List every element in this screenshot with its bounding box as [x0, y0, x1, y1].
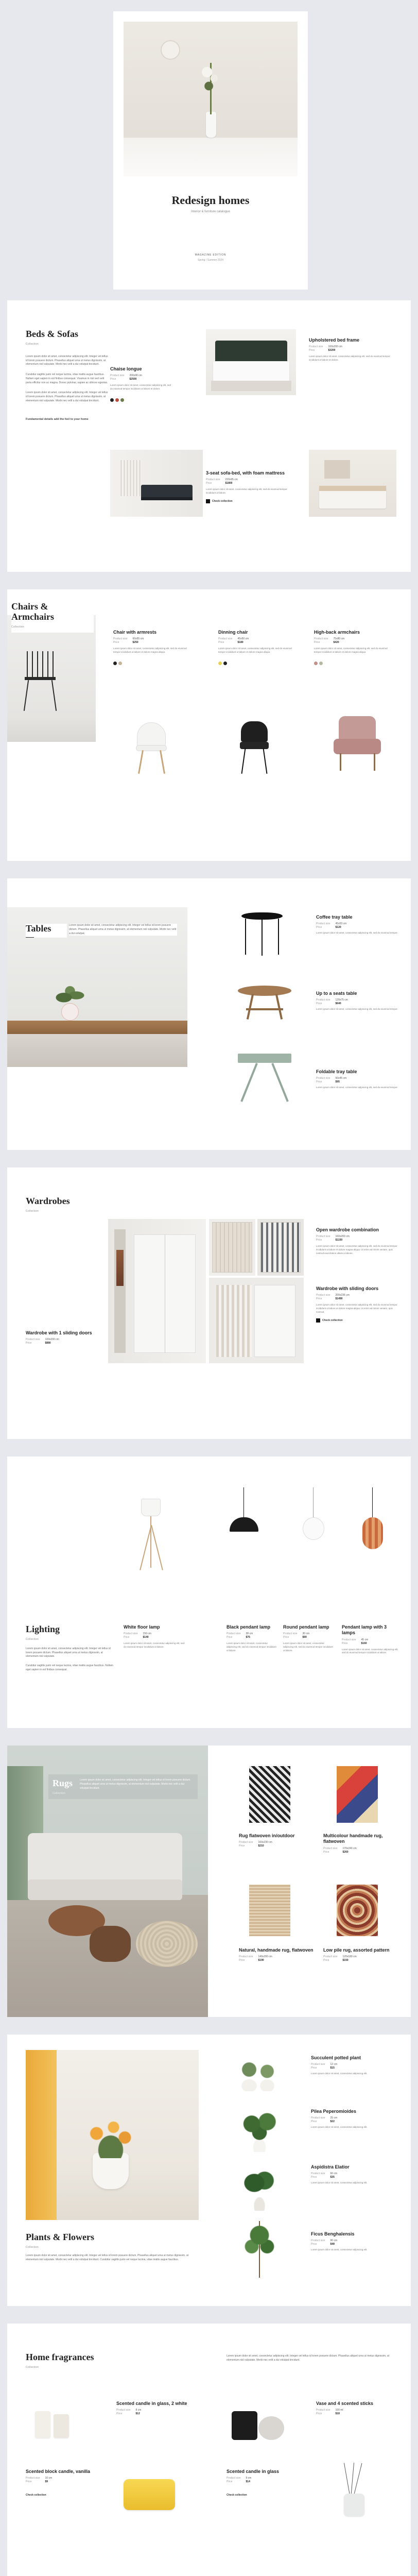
size-value: 170x240 cm: [342, 1846, 357, 1850]
succulent-image: [234, 2055, 285, 2091]
arrow-icon: [316, 1318, 320, 1323]
size-label: Product size: [113, 637, 128, 641]
plants-title: Plants & Flowers: [26, 2232, 94, 2242]
fragrances-intro: Lorem ipsum dolor sit amet, consectetur adipiscing elit. Integer vel tellus id lorem posuere dictum. Phasellus aliquet urna ut metus dignissim, at elementum nisl vulputate. Morbi nec velit a dui volutpat tincidunt.: [227, 2354, 389, 2362]
price-value: $120: [335, 926, 341, 929]
price-label: Price: [323, 1959, 329, 1962]
product-name: Black pendant lamp: [227, 1624, 271, 1630]
price-value: $250: [132, 641, 138, 645]
size-value: 12 cm: [330, 2063, 338, 2066]
size-value: 160x200 cm: [328, 345, 342, 349]
size-label: Product size: [283, 1632, 298, 1636]
price-label: Price: [110, 378, 116, 381]
diffuser-image: [326, 2463, 383, 2519]
yellow-candle-image: [116, 2469, 183, 2515]
size-value: 140x200 cm: [258, 1955, 272, 1959]
price-label: Price: [311, 2066, 317, 2070]
size-value: 100 ml: [335, 2409, 343, 2412]
beds-footer-note: Fundamental details add the feel to your home: [26, 417, 89, 421]
beds-page: [7, 300, 411, 572]
size-value: 60 cm: [330, 2172, 338, 2176]
product-name: Dinning chair: [218, 630, 248, 635]
size-label: Product size: [110, 374, 125, 378]
price-label: Price: [239, 1959, 245, 1962]
size-label: Product size: [218, 637, 233, 641]
product-desc: Lorem ipsum dolor sit amet, consectetur adipiscing elit, sed do eiusmod tempor incididunt ut labore et dolore.: [110, 384, 171, 390]
beds-title: Beds & Sofas: [26, 329, 79, 339]
size-value: 50x45 cm: [335, 1077, 347, 1080]
product-desc: Lorem ipsum dolor sit amet, consectetur adipiscing elit, sed do eiusmod tempor incididunt ut labore et dolore.: [309, 355, 390, 361]
size-label: Product size: [323, 1955, 338, 1959]
plants-subtitle: Collection: [26, 2245, 39, 2249]
black-pendant-lamp-image: [223, 1487, 265, 1549]
cover-page: [113, 11, 308, 290]
size-label: Product size: [311, 2239, 325, 2243]
product-name: Open wardrobe combination: [316, 1227, 379, 1232]
size-value: 90 cm: [330, 2239, 338, 2243]
rugs-intro: Lorem ipsum dolor sit amet, consectetur adipiscing elit. Integer vel tellus id lorem posuere dictum. Phasellus aliquet urna ut metus dignissim, at elementum nisl vulputate. Morbi nec velit a dui volutpat tincidunt.: [80, 1778, 191, 1790]
chairs-hero-photo: [7, 615, 96, 742]
price-value: $15: [330, 2066, 335, 2070]
size-value: 8 cm: [135, 2409, 142, 2412]
fragrances-page: [7, 2324, 411, 2576]
size-value: 220x95 cm: [225, 478, 238, 482]
wardrobe-sliding-photo: [209, 1278, 304, 1363]
product-desc: Lorem ipsum dolor sit amet, consectetur adipiscing elit, sed do eiusmod tempor.: [316, 1008, 398, 1011]
price-label: Price: [316, 1297, 322, 1301]
size-label: Product size: [26, 2477, 40, 2480]
product-name: Scented block candle, vanilla: [26, 2469, 91, 2474]
lighting-title: Lighting: [26, 1624, 60, 1634]
price-value: $18: [335, 2412, 340, 2416]
size-label: Product size: [309, 345, 323, 349]
rug-multicolour-image: [337, 1766, 378, 1823]
product-name: Scented candle in glass: [227, 2469, 280, 2474]
size-label: Product size: [124, 1632, 138, 1636]
check-collection-link[interactable]: Check collection: [212, 499, 233, 503]
wardrobe-open-photo: [209, 1219, 255, 1276]
rugs-subtitle: Collection: [53, 1791, 65, 1795]
product-desc: Lorem ipsum dolor sit amet, consectetur adipiscing elit, sed do eiusmod tempor incididunt ut labore et dolore magna aliqua.: [218, 647, 292, 653]
round-pendant-lamp-image: [295, 1487, 332, 1549]
size-value: 200x90 cm: [129, 374, 142, 378]
beds-intro: Lorem ipsum dolor sit amet, consectetur adipiscing elit. Integer vel tellus id lorem posuere dictum. Phasellus aliquet urna ut metus dignissim, at elementum nisl vulputate. Morbi nec velit a dui volutpat tincidunt.: [26, 354, 108, 366]
size-label: Product size: [314, 637, 328, 641]
size-label: Product size: [323, 1846, 338, 1850]
rug-lowpile-image: [337, 1885, 378, 1936]
flower-leaves: [202, 63, 219, 94]
product-name: Coffee tray table: [316, 914, 353, 920]
round-table-image: [234, 979, 295, 1026]
product-desc: Lorem ipsum dolor sit amet, consectetur adipiscing elit, sed do eiusmod tempor incididunt ut labore et dolore magna aliqua. Ut enim ad minim veniam, quis nostrud exercitation ullamco laboris.: [316, 1245, 397, 1255]
product-name: Scented candle in glass, 2 white: [116, 2401, 187, 2406]
black-chair-image: [229, 718, 280, 775]
product-desc: Lorem ipsum dolor sit amet, consectetur adipiscing elit, sed do eiusmod tempor incididunt ut labore.: [124, 1642, 185, 1648]
wardrobes-subtitle: Collection: [26, 1209, 39, 1213]
price-value: $95: [335, 1080, 340, 1084]
size-value: 60x55 cm: [132, 637, 144, 641]
wardrobes-page: [7, 1167, 411, 1439]
product-name: Chaise longue: [110, 366, 142, 371]
price-value: $75: [246, 1636, 250, 1639]
product-desc: Lorem ipsum dolor sit amet, consectetur adipiscing elit, sed do eiusmod tempor.: [316, 931, 398, 935]
price-label: Price: [218, 641, 224, 645]
wardrobe-open2-photo: [257, 1219, 304, 1276]
pendant-lamp-3-image: [352, 1487, 393, 1554]
price-value: $160: [361, 1641, 367, 1645]
product-desc: Lorem ipsum dolor sit amet, consectetur adipiscing elit.: [311, 2181, 368, 2184]
pilea-image: [234, 2109, 285, 2152]
size-value: 100x200 cm: [45, 1338, 59, 1342]
size-label: Product size: [342, 1638, 356, 1641]
product-name: Rug flatwoven in/outdoor: [239, 1833, 295, 1838]
size-value: 10 cm: [45, 2477, 53, 2480]
wardrobes-title: Wardrobes: [26, 1196, 70, 1206]
plants-hero-photo: [26, 2050, 199, 2220]
size-label: Product size: [311, 2063, 325, 2066]
product-name: Chair with armrests: [113, 630, 157, 635]
vase: [206, 112, 216, 138]
price-value: $48: [330, 2243, 335, 2246]
price-value: $14: [246, 2480, 250, 2484]
size-value: 160x200 cm: [335, 1235, 350, 1239]
check-collection-link[interactable]: Check collection: [26, 2494, 46, 2497]
price-label: Price: [113, 641, 119, 645]
check-collection-link[interactable]: Check collection: [227, 2494, 247, 2497]
white-chair-image: [126, 718, 177, 775]
price-label: Price: [206, 482, 212, 485]
size-value: 200x236 cm: [335, 1294, 350, 1297]
fragrances-subtitle: Collection: [26, 2365, 39, 2369]
price-value: $420: [333, 641, 339, 645]
product-name: Pilea Peperomioides: [311, 2109, 357, 2114]
product-name: Multicolour handmade rug, flatwoven: [323, 1833, 383, 1844]
tables-title: Tables: [26, 923, 51, 934]
beds-intro-2: Curabitur sagittis justo vel neque lacinia, vitae mattis augue faucibus. Nullam eget sapien in est finibus consequat. Vivamus in nisl sed velit porta efficitur non ac magna. Donec pulvinar, sapien ac ultrices egestas.: [26, 373, 108, 384]
plants-page: [7, 2035, 411, 2306]
coffee-tray-table-image: [234, 907, 290, 961]
product-desc: Lorem ipsum dolor sit amet, consectetur adipiscing elit, sed do eiusmod tempor incididunt ut labore.: [342, 1648, 398, 1654]
price-value: $180: [237, 641, 243, 645]
size-label: Product size: [239, 1841, 253, 1844]
size-label: Product size: [316, 1235, 330, 1239]
product-name: Natural, handmade rug, flatwoven: [239, 1947, 314, 1953]
beds-bedroom2-photo: [309, 450, 396, 517]
size-label: Product size: [316, 2409, 330, 2412]
rug-natural-image: [249, 1885, 290, 1936]
product-name: Aspidistra Elatior: [311, 2164, 350, 2170]
rugs-title: Rugs: [53, 1778, 73, 1788]
price-value: $3200: [328, 349, 336, 352]
cover-title: Redesign homes: [171, 194, 250, 207]
chairs-subtitle: Collection: [11, 625, 24, 629]
price-value: $880: [45, 1342, 51, 1345]
pink-armchair-image: [326, 713, 388, 775]
beds-sofa-photo: [110, 450, 203, 517]
size-value: 120x75 cm: [335, 998, 348, 1002]
price-value: $1800: [225, 482, 233, 485]
size-value: 45 cm: [361, 1638, 369, 1641]
divider: [26, 937, 34, 938]
price-label: Price: [311, 2120, 317, 2124]
beds-subtitle: Collection: [26, 342, 39, 346]
lighting-subtitle: Collection: [26, 1637, 39, 1641]
price-label: Price: [314, 641, 320, 645]
plants-intro: Lorem ipsum dolor sit amet, consectetur adipiscing elit. Integer vel tellus id lorem posuere dictum. Phasellus aliquet urna ut metus dignissim, at elementum nisl vulputate. Morbi nec velit a dui volutpat tincidunt. Curabitur sagittis justo vel neque lacinia, vitae mattis augue faucibus.: [26, 2253, 188, 2261]
price-value: $1490: [335, 1297, 343, 1301]
price-label: Price: [311, 2243, 317, 2246]
size-value: 45x50 cm: [237, 637, 249, 641]
price-label: Price: [316, 926, 322, 929]
product-desc: Lorem ipsum dolor sit amet, consectetur adipiscing elit, sed do eiusmod tempor incididunt ut labore et dolore magna aliqua. Ut enim ad minim veniam, quis nostrud.: [316, 1303, 397, 1313]
size-value: 9 cm: [246, 2477, 252, 2480]
size-value: 150 cm: [143, 1632, 151, 1636]
cover-photo: [124, 22, 298, 176]
tables-intro: Lorem ipsum dolor sit amet, consectetur adipiscing elit. Integer vel tellus id lorem posuere dictum. Phasellus aliquet urna ut metus dignissim, at elementum nisl vulputate. Morbi nec velit a dui volutpat.: [69, 924, 177, 935]
product-name: Succulent potted plant: [311, 2055, 361, 2060]
tables-page: [7, 878, 411, 1150]
price-label: Price: [239, 1844, 245, 1848]
black-candle-image: [227, 2401, 293, 2447]
price-value: $140: [143, 1636, 149, 1639]
size-label: Product size: [26, 1338, 40, 1342]
size-value: 38 cm: [246, 1632, 253, 1636]
cover-date: Spring / Summer 2024: [197, 259, 224, 262]
price-label: Price: [26, 1342, 32, 1345]
product-desc: Lorem ipsum dolor sit amet, consectetur adipiscing elit, sed do eiusmod tempor.: [316, 1086, 398, 1089]
product-desc: Lorem ipsum dolor sit amet, consectetur adipiscing elit, sed do eiusmod tempor incididunt ut labore.: [206, 488, 287, 494]
price-label: Price: [316, 2412, 322, 2416]
product-name: Ficus Benghalensis: [311, 2231, 355, 2236]
cover-subtitle: Interior & furniture catalogue: [191, 210, 230, 213]
size-label: Product size: [116, 2409, 131, 2412]
product-name: 3-seat sofa-bed, with foam mattress: [206, 470, 285, 476]
price-label: Price: [316, 1239, 322, 1242]
size-label: Product size: [239, 1955, 253, 1959]
product-desc: Lorem ipsum dolor sit amet, consectetur adipiscing elit, sed do eiusmod tempor incididunt ut labore.: [227, 1642, 276, 1652]
cover-edition: MAGAZINE EDITION: [195, 253, 227, 257]
lighting-page: [7, 1456, 411, 1728]
product-desc: Lorem ipsum dolor sit amet, consectetur adipiscing elit, sed do eiusmod tempor incididunt ut labore.: [283, 1642, 333, 1652]
size-label: Product size: [227, 1632, 241, 1636]
size-value: 75x80 cm: [333, 637, 345, 641]
size-label: Product size: [316, 922, 330, 926]
product-name: High-back armchairs: [314, 630, 360, 635]
size-label: Product size: [316, 1077, 330, 1080]
foldable-tray-table-image: [234, 1048, 295, 1105]
price-value: $22: [330, 2120, 335, 2124]
product-name: Pendant lamp with 3 lamps: [342, 1624, 387, 1636]
size-label: Product size: [227, 2477, 241, 2480]
product-name: Wardrobe with sliding doors: [316, 1286, 379, 1291]
price-value: $1150: [335, 1239, 343, 1242]
rugs-page: [7, 1745, 411, 2017]
product-name: Vase and 4 scented sticks: [316, 2401, 374, 2406]
size-label: Product size: [311, 2172, 325, 2176]
product-name: Foldable tray table: [316, 1069, 357, 1074]
price-label: Price: [227, 2480, 233, 2484]
product-name: Upholstered bed frame: [309, 337, 360, 343]
price-value: $210: [258, 1844, 264, 1848]
product-desc: Lorem ipsum dolor sit amet, consectetur adipiscing elit, sed do eiusmod tempor incididunt ut labore et dolore magna aliqua.: [113, 647, 187, 653]
product-desc: Lorem ipsum dolor sit amet, consectetur adipiscing elit.: [311, 2248, 368, 2251]
price-value: $260: [342, 1850, 349, 1854]
product-desc: Lorem ipsum dolor sit amet, consectetur adipiscing elit, sed do eiusmod tempor incididunt ut labore et dolore magna aliqua.: [314, 647, 388, 653]
fragrances-title: Home fragrances: [26, 2352, 94, 2362]
white-candles-image: [28, 2401, 79, 2442]
size-label: Product size: [316, 998, 330, 1002]
price-label: Price: [283, 1636, 289, 1639]
wall-clock: [161, 40, 180, 60]
price-value: $12: [135, 2412, 140, 2416]
product-desc: Lorem ipsum dolor sit amet, consectetur adipiscing elit.: [311, 2072, 368, 2075]
size-value: 45x53 cm: [335, 922, 347, 926]
check-collection-link[interactable]: Check collection: [322, 1318, 343, 1322]
price-label: Price: [124, 1636, 130, 1639]
chairs-page: [7, 589, 411, 861]
price-value: $150: [342, 1959, 349, 1962]
lighting-intro: Lorem ipsum dolor sit amet, consectetur adipiscing elit. Integer vel tellus id lorem posuere dictum. Phasellus aliquet urna ut metus dignissim, at elementum nisl vulputate.: [26, 1647, 111, 1658]
price-label: Price: [316, 1002, 322, 1006]
price-label: Price: [311, 2176, 317, 2179]
price-label: Price: [323, 1850, 329, 1854]
size-label: Product size: [311, 2116, 325, 2120]
aspidistra-image: [234, 2164, 285, 2211]
ficus-image: [234, 2221, 285, 2278]
size-label: Product size: [316, 1294, 330, 1297]
size-value: 160x230 cm: [258, 1841, 272, 1844]
wardrobe-hall-photo: [108, 1219, 206, 1363]
price-label: Price: [227, 1636, 233, 1639]
product-name: Round pendant lamp: [283, 1624, 329, 1630]
product-name: Up to a seats table: [316, 991, 357, 996]
price-label: Price: [342, 1641, 348, 1645]
beds-intro-3: Lorem ipsum dolor sit amet, consectetur adipiscing elit. Integer vel tellus id lorem posuere dictum. Phasellus aliquet urna ut metus dignissim, at elementum nisl vulputate. Morbi nec velit a dui volutpat tincidunt.: [26, 391, 108, 402]
size-value: 25 cm: [330, 2116, 338, 2120]
product-desc: Lorem ipsum dolor sit amet, consectetur adipiscing elit.: [311, 2126, 368, 2129]
price-label: Price: [316, 1080, 322, 1084]
price-value: $640: [335, 1002, 341, 1006]
price-label: Price: [116, 2412, 123, 2416]
product-name: Wardrobe with 1 sliding doors: [26, 1330, 92, 1335]
size-label: Product size: [206, 478, 220, 482]
price-value: $90: [302, 1636, 307, 1639]
product-name: White floor lamp: [124, 1624, 160, 1630]
price-label: Price: [309, 349, 315, 352]
size-value: 30 cm: [302, 1632, 310, 1636]
price-value: $2500: [129, 378, 137, 381]
arrow-icon: [206, 499, 210, 503]
size-value: 120x180 cm: [342, 1955, 357, 1959]
price-value: $190: [258, 1959, 264, 1962]
price-label: Price: [26, 2480, 32, 2484]
lighting-intro-2: Curabitur sagittis justo vel neque lacinia, vitae mattis augue faucibus. Nullam eget sapien in est finibus consequat.: [26, 1664, 113, 1671]
white-floor-lamp-image: [131, 1494, 172, 1576]
product-name: Low pile rug, assorted pattern: [323, 1947, 390, 1953]
beds-bedroom-photo: [206, 329, 296, 395]
chairs-title: Chairs & Armchairs: [11, 601, 54, 622]
price-value: $35: [330, 2176, 335, 2179]
rug-flatwoven-image: [249, 1766, 290, 1823]
price-value: $9: [45, 2480, 48, 2484]
